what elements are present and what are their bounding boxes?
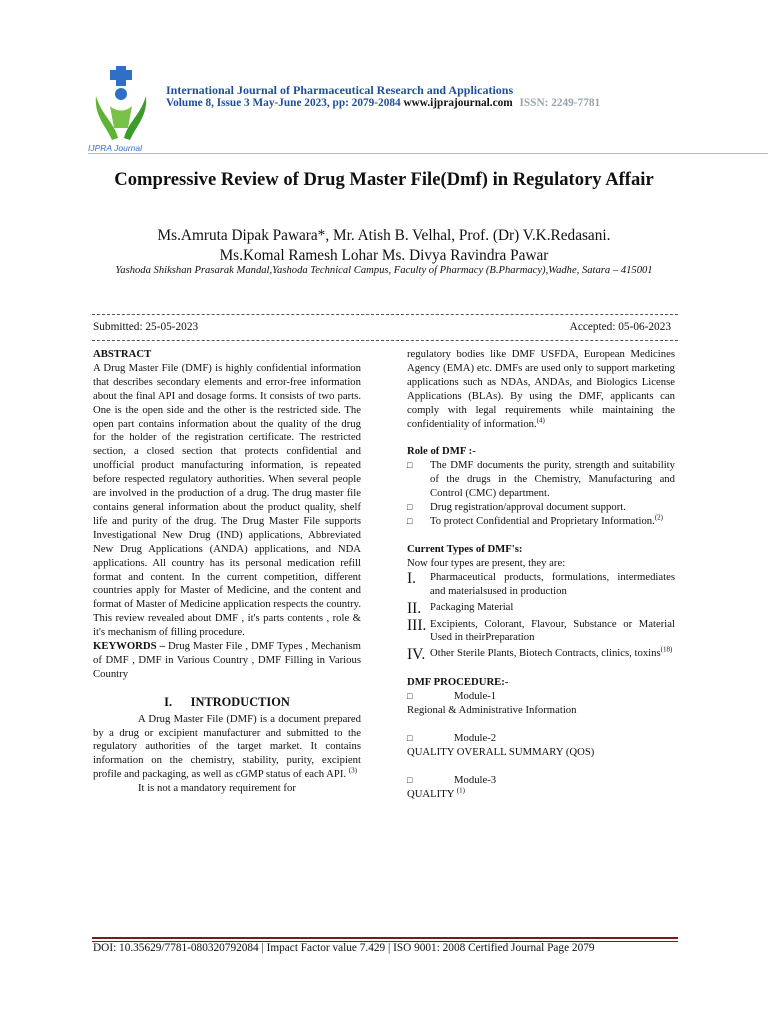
citation-ref: (2) (654, 513, 663, 522)
role-item-text: To protect Confidential and Proprietary Information. (430, 514, 655, 527)
intro-continuation (407, 348, 675, 431)
introduction-para-1-text: A Drug Master File (DMF) is a document prepared by a drug or excipient manufacturer and submitted to the regulatory authorities of the target market. It contains information on the chemistry, stability, purity, excipient profile and packaging, as well as cGMP status of each API. (93, 712, 361, 781)
logo-figure-icon (88, 66, 154, 152)
paper-title: Compressive Review of Drug Master File(Dmf) in Regulatory Affair (114, 169, 654, 190)
type-text: Pharmaceutical products, formulations, intermediates and materialsused in production (430, 570, 675, 597)
journal-name: International Journal of Pharmaceutical Research and Applications (166, 83, 514, 97)
role-item (407, 501, 675, 515)
role-item-text: Drug registration/approval document support. (430, 501, 626, 514)
types-heading: Current Types of DMF's: (407, 542, 523, 555)
journal-logo (88, 66, 154, 152)
volume-info: Volume 8, Issue 3 May-June 2023, pp: 2079-2084 (166, 97, 401, 109)
bullet-box-icon: □ (407, 733, 413, 744)
citation-ref: (3) (348, 766, 357, 775)
submitted-date: Submitted: 25-05-2023 (93, 321, 199, 333)
module-item (407, 690, 675, 718)
authors-line-2: Ms.Komal Ramesh Lohar Ms. Divya Ravindra Pawar (219, 247, 549, 264)
dashed-divider-top (92, 314, 678, 315)
type-text: Packaging Material (430, 600, 514, 613)
type-numeral: III. (407, 616, 427, 634)
keywords-text: Drug Master File , DMF Types , Mechanism of DMF , DMF in Various Country , DMF Filling in Various Country (93, 640, 361, 680)
citation-ref: (4) (536, 415, 545, 424)
role-heading: Role of DMF :- (407, 445, 476, 458)
logo-text: IJPRA Journal (88, 143, 143, 152)
abstract-text: A Drug Master File (DMF) is highly confidential information that describes secondary elements and error-free information about the final API and dosage forms. It consists of two parts. One is the open side and the other is the restricted side. The open part contains information about the quality of the drug for the holder of the registration certificate. The restricted section, a closed section that protects confidential and unofficial product manufacturing information, is repeated before respected regulatory authorities. When several people are involved in the production of a drug. The drug master file contains general information about the product quality, shelf life and purity of the drug. The Drug Master File supports Investigational New Drug (IND) applications, Abbreviated New Drug Applications (ANDA) applications, and NDA applications. All country has its personal medication refill format and content. In the current competition, different countries apply for Master of Medicine, and the content and format of Master of Medicine application respects the country. This review revealed about DMF , it's parts contents , role & it's mechanism of filling procedure. (93, 361, 361, 639)
bullet-box-icon: □ (407, 774, 413, 785)
module-label: Module-2 (454, 732, 497, 745)
type-item (407, 571, 675, 599)
type-item (407, 601, 675, 616)
journal-volume-line (166, 97, 600, 109)
type-text: Excipients, Colorant, Flavour, Substance or Material Used in theirPreparation (430, 617, 675, 644)
module-desc: QUALITY (407, 787, 455, 800)
issn: ISSN: 2249-7781 (519, 97, 601, 109)
role-item (407, 459, 675, 501)
type-numeral: IV. (407, 646, 426, 664)
bullet-box-icon: □ (407, 460, 413, 471)
keywords (93, 640, 361, 682)
intro-continuation-text: regulatory bodies like DMF USFDA, European Medicines Agency (EMA) etc. DMFs are used only to support marketing applications such as NDAs, ANDAs, and Biologics License Applications (BLAs). By using the DMF, applicants can comply with legal requirements while maintaining the confidentiality of information. (407, 348, 675, 430)
module-item (407, 774, 675, 802)
module-desc: QUALITY OVERALL SUMMARY (QOS) (407, 745, 595, 758)
role-item (407, 515, 675, 529)
left-column (93, 348, 361, 796)
introduction-para-2: It is not a mandatory requirement for (138, 782, 296, 795)
type-item (407, 618, 675, 646)
introduction-para-1 (93, 713, 361, 783)
journal-website-link[interactable]: www.ijprajournal.com (403, 97, 513, 109)
bullet-box-icon: □ (407, 515, 413, 526)
footer-rule (92, 937, 678, 939)
abstract-heading: ABSTRACT (93, 348, 152, 360)
keywords-label: KEYWORDS – (93, 640, 165, 653)
role-item-text: The DMF documents the purity, strength and suitability of the drugs in the Chemistry, Manufacturing and Control (CMC) department. (430, 459, 675, 500)
type-numeral: II. (407, 599, 422, 617)
dashed-divider-bottom (92, 340, 678, 341)
right-column (407, 348, 675, 802)
introduction-heading: I. INTRODUCTION (164, 694, 290, 709)
header-rule (88, 153, 768, 154)
bullet-box-icon: □ (407, 502, 413, 513)
module-desc: Regional & Administrative Information (407, 704, 577, 717)
types-intro: Now four types are present, they are: (407, 556, 566, 569)
type-item (407, 647, 675, 662)
footer-doi: DOI: 10.35629/7781-080320792084 | Impact Factor value 7.429 | ISO 9001: 2008 Certified Journal Page 2079 (93, 942, 595, 954)
module-label: Module-1 (454, 690, 497, 703)
type-numeral: I. (407, 569, 417, 587)
citation-ref: (18) (660, 645, 673, 654)
module-item (407, 732, 675, 760)
citation-ref: (1) (456, 786, 465, 795)
module-label: Module-3 (454, 773, 497, 786)
authors (90, 226, 678, 266)
procedure-heading: DMF PROCEDURE:- (407, 676, 509, 689)
bullet-box-icon: □ (407, 691, 413, 702)
authors-line-1: Ms.Amruta Dipak Pawara*, Mr. Atish B. Velhal, Prof. (Dr) V.K.Redasani. (157, 227, 611, 244)
type-text: Other Sterile Plants, Biotech Contracts, clinics, toxins (430, 647, 661, 660)
affiliation: Yashoda Shikshan Prasarak Mandal,Yashoda Technical Campus, Faculty of Pharmacy (B.Pharmacy),Wadhe, Satara – 415001 (115, 265, 653, 276)
accepted-date: Accepted: 05-06-2023 (569, 321, 671, 333)
